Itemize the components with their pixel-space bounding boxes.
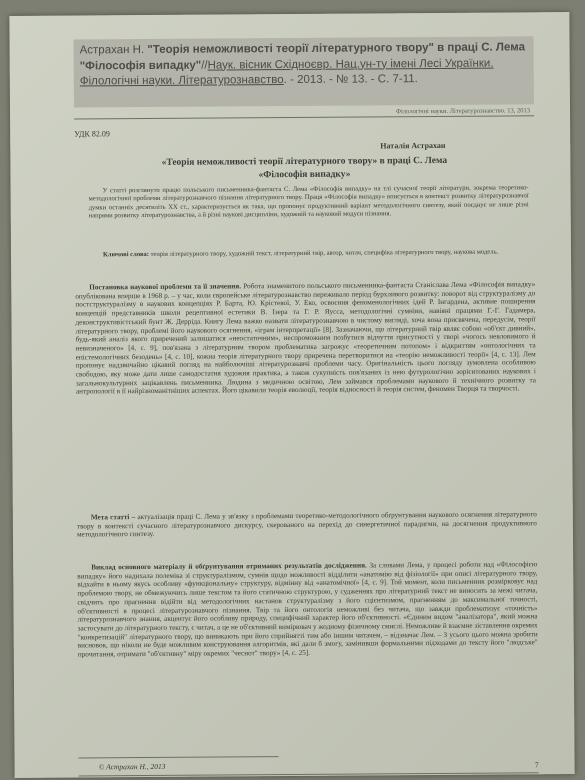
- paragraph-2-heading: Мета статті –: [90, 513, 136, 522]
- keywords-label: Ключові слова:: [102, 250, 150, 259]
- paragraph-main-material: [77, 560, 538, 659]
- footer-rule: [79, 772, 539, 776]
- paragraph-1-text: Робота знаменитого польського письменника-фантаста Станіслава Лема «Філософія випадку» опублікована вперше в 1968 р. – у час, коли європейське літературознавство переживало період бурхливого розвитку: поворот від структуралізму до постструктуралізму в наукових концепціях Р. Барта, Ю. Крістевої, У. Еко, освоєння феноменологічних ідей Р. Інгардена, активне поширення концепцій представників школи рецептивної естетики В. Ізера та Г. Р. Яусса, методологічні сумніви, навіяні працями Г.-Г. Гадамера, деконструктивістський бунт Ж. Дерріда. Книгу Лема важко назвати літературознавчою в чистому вигляді, хоча вона присвячена, передусім, теорії літературного твору, проблемі його наукового осягнення, «іграм інтерпретації» [8]. Зазначаючи, що літературний твір являє собою «об'єкт дивний», будь-який аналіз якого приречений залишатися «неостаточним», неспроможним позбутися відчуття присутності у творі «чогось невловимого й невизначеного» [4, с. 9], пов'язана з літературним твором проблематика загрожує «теоретичним потопом» і відкриттям «онтологічних та епістемологічних безодень» [4, с. 10], кожна теорія літературного твору приречена перетворитися на «теорію неможливості теорії» [4, с. 13]. Лем пропонує надзвичайно цікавий погляд на найболючіші літературознавчі проблеми часу. Оригінальність цього погляду зумовлена особливою свободою, яку може дати лише самодостатня художня практика, а також сукупність пов'язаних із нею футурологічно зорієнтованих наукових і загальнокультурних зацікавлень письменника. Людина з медичною освітою, Лем займався проблемами наукового й технічного розвитку та антропології в її найрізноманітніших аспектах. Його цікавили теорія еволюції, теорія відносності й теорія систем, феномен Творця та творчості.: [75, 280, 536, 396]
- paragraph-2-text: актуалізація праці С. Лема у зв'язку з проблемами теоретико-методологічного обґрунтування наукового осягнення літературного твору в контексті сучасного літературознавчого дискурсу, скерованого на перехід до синергетичної парадигми, на досягнення продуктивного методологічного синтезу.: [76, 510, 537, 539]
- abstract: У статті розглянуто працю польського письменника-фантаста С. Лема «Філософія випадку» на тлі сучасної теорії літератури, зокрема теоретико-методологічної проблеми літературознавчого пізнання літературного твору. Праця «Філософія випадку» вписується в контекст розвитку літературознавчої думки останніх десятиліть XX ст., характеризується як така, що пропонує продуктивний варіант методологічного синтезу, який поєднує не лише різні напрями розвитку літературознавства, а й різні наукові дисципліни, художній та науковий модуси пізнання.: [88, 184, 529, 220]
- citation-title: "Теорія неможливості теорії літературного твору" в праці С. Лема "Філософія випадку": [79, 41, 525, 72]
- paragraph-3-text: За словами Лема, у процесі роботи над «Філософією випадку» його надихала полеміка зі структуралізмом, сумнів щодо можливості відділити «анатомію від фізіології» при описі літературного твору, відхайти в ньому якусь особливу «функціональну» структуру, відмінну від «анатомічної» [4, с. 9]. Той момент, коли письменник розмірковує над проблемою твору, не обмежуючись лише текстом та його статичною структурою, у судженнях про літературний текст не виносить за межі читача, свідчить про прагнення відійти від методологічних настанов структуралізму з його сцієнтизмом, прагненням до максимальної точності, об'єктивності в процесі літературознавчого пізнання. Твір та його онтологія неможливі без читача, що завжди проблематизує «точність» літературознавчого знання, акцентує його особливу природу, специфічний характер його об'єктивності. «Єдиним видом "аналізатора", який можна застосувати до літературного тексту, є читач, а це не об'єктивний вимірювач у жодному фізичному смислі. Неможливе й взаємне зіставлення окремих "конкретизацій" літературного твору, що виникають при його сприйнятті тим або іншим читачем, – відзначає Лем. – З усього цього можна зробити висновок, що ніколи не буде можливим конструювання алгоритмів, які дали б змогу, замінивши формальними підходами до тексту його "людське" прочитання, отримати "об'єктивну" міру окремих "чеснот" твору» [4, с. 25].: [77, 560, 538, 659]
- title-line-2: «Філософія випадку»: [258, 169, 351, 180]
- citation-source-link[interactable]: Наук. вісник Східноєвр. Нац.ун-ту імені Лесі Українки. Філологічні науки. Літературознавство: [79, 57, 494, 88]
- paragraph-aim: [77, 510, 537, 539]
- footnote-rule: [79, 756, 279, 758]
- running-head: Філологічні науки. Літературознавство. 13, 2013: [395, 107, 531, 116]
- citation-details: . - 2013. - № 13. - С. 7-11.: [283, 73, 418, 87]
- scanned-page: [9, 12, 574, 778]
- citation-authors: Астрахан Н.: [79, 44, 145, 57]
- keywords: [89, 248, 529, 259]
- article-author: Наталія Астрахан: [380, 140, 446, 151]
- paragraph-problem-statement: [75, 280, 536, 396]
- page-number: 7: [534, 760, 539, 770]
- header-rule: [74, 115, 534, 119]
- copyright: © Астрахан Н., 2013: [98, 761, 166, 772]
- keywords-text: теорія літературного твору, художній текст, літературний твір, автор, читач, специфіка літературного твору, наукова модель.: [148, 248, 499, 258]
- udc-code: УДК 82.09: [74, 129, 110, 139]
- paragraph-1-heading: Постановка наукової проблеми та її значення.: [89, 282, 242, 292]
- paragraph-3-heading: Виклад основного матеріалу й обґрунтування отриманих результатів дослідження.: [91, 561, 367, 572]
- citation-separator: //: [201, 59, 208, 72]
- citation-box: [74, 36, 534, 107]
- title-line-1: «Теорія неможливості теорії літературного твору» в праці С. Лема: [161, 155, 448, 168]
- article-title: [74, 154, 534, 182]
